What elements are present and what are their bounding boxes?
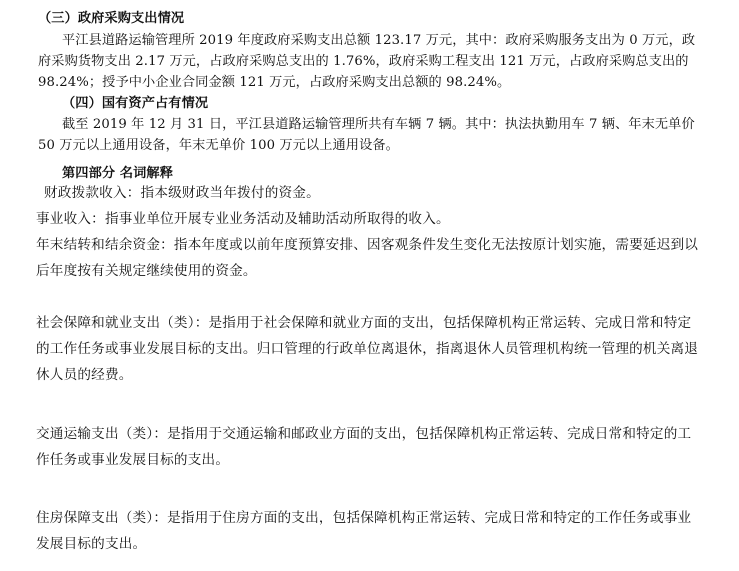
- glossary-social-security-line-2: 的工作任务或事业发展目标的支出。归口管理的行政单位离退休，指离退休人员管理机构统一管理的机关离退: [36, 341, 699, 357]
- glossary-social-security-line-1: 社会保障和就业支出（类）：是指用于社会保障和就业方面的支出，包括保障机构正常运转、完成日常和特定: [36, 315, 692, 331]
- glossary-transport-line-2: 作任务或事业发展目标的支出。: [36, 452, 230, 468]
- glossary-carryover-line-2: 后年度按有关规定继续使用的资金。: [36, 263, 257, 279]
- glossary-fiscal-appropriation: 财政拨款收入：指本级财政当年拨付的资金。: [44, 185, 320, 201]
- part-heading-glossary: 第四部分 名词解释: [62, 166, 173, 181]
- glossary-business-income: 事业收入：指事业单位开展专业业务活动及辅助活动所取得的收入。: [36, 211, 450, 227]
- glossary-housing-line-2: 发展目标的支出。: [36, 536, 147, 552]
- glossary-carryover-line-1: 年末结转和结余资金：指本年度或以前年度预算安排、因客观条件发生变化无法按原计划实施，需要延迟到以: [36, 237, 699, 253]
- assets-paragraph-line-2: 50 万元以上通用设备，年末无单价 100 万元以上通用设备。: [38, 138, 399, 153]
- glossary-transport-line-1: 交通运输支出（类）：是指用于交通运输和邮政业方面的支出，包括保障机构正常运转、完成日常和特定的工: [36, 426, 692, 442]
- glossary-housing-line-1: 住房保障支出（类）：是指用于住房方面的支出，包括保障机构正常运转、完成日常和特定的工作任务或事业: [36, 510, 692, 526]
- procurement-paragraph-line-1: 平江县道路运输管理所 2019 年度政府采购支出总额 123.17 万元，其中：政府采购服务支出为 0 万元，政: [62, 33, 696, 48]
- procurement-paragraph-line-2: 府采购货物支出 2.17 万元，占政府采购总支出的 1.76%，政府采购工程支出 121 万元，占政府采购总支出的: [38, 54, 689, 69]
- section-heading-assets: （四）国有资产占有情况: [62, 96, 209, 111]
- glossary-social-security-line-3: 休人员的经费。: [36, 367, 133, 383]
- section-heading-procurement: （三）政府采购支出情况: [38, 11, 185, 26]
- procurement-paragraph-line-3: 98.24%；授予中小企业合同金额 121 万元，占政府采购支出总额的 98.24%。: [38, 75, 511, 90]
- assets-paragraph-line-1: 截至 2019 年 12 月 31 日，平江县道路运输管理所共有车辆 7 辆。其中：执法执勤用车 7 辆、年末无单价: [62, 117, 695, 132]
